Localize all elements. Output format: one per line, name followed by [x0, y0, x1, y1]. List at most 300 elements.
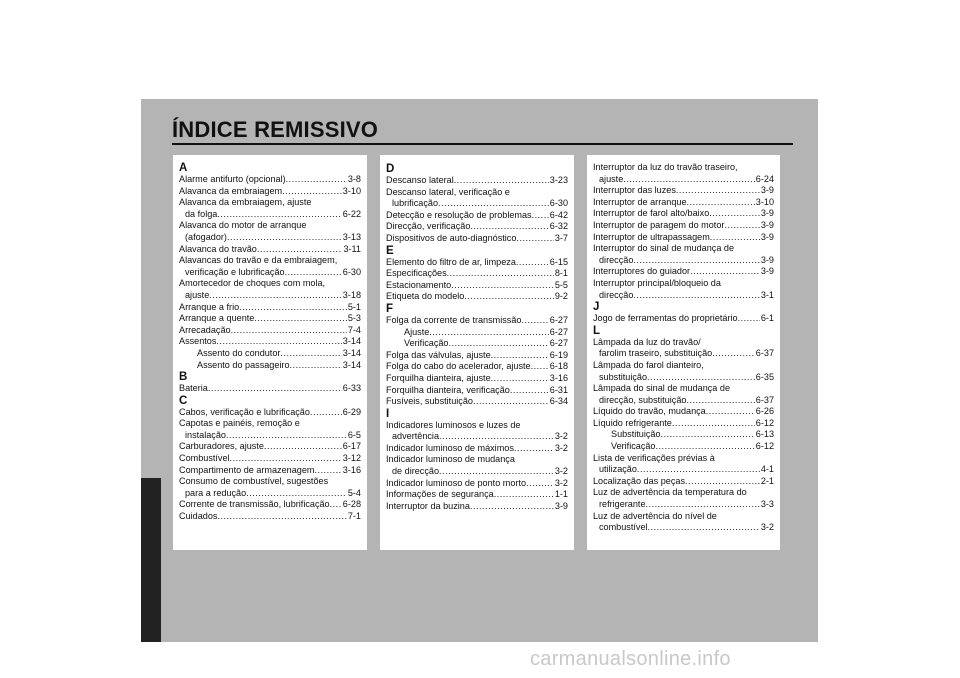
dot-leader	[473, 396, 549, 408]
index-page-number: 6-32	[549, 221, 568, 232]
dot-leader	[646, 499, 760, 511]
dot-leader	[687, 197, 755, 209]
index-entry	[179, 511, 361, 523]
index-page-number: 3-16	[549, 372, 568, 383]
index-entry-text: Indicador luminoso de mudança	[386, 454, 515, 465]
index-entry-text: Etiqueta do modelo	[386, 291, 465, 302]
index-entry-text: Forquilha dianteira, ajuste	[386, 372, 491, 383]
index-page-number: 7-1	[347, 511, 361, 522]
index-entry	[386, 175, 568, 187]
index-page-number: 6-12	[755, 417, 774, 428]
index-entry	[593, 232, 774, 244]
index-entry-text: Interruptor de farol alto/baixo	[593, 208, 710, 219]
index-entry	[386, 396, 568, 408]
index-page-number: 3-9	[760, 185, 774, 196]
dot-leader	[470, 221, 548, 233]
index-page-number: 3-14	[342, 336, 361, 347]
index-page-number: 6-13	[755, 429, 774, 440]
index-entry	[386, 291, 568, 303]
dot-leader	[227, 232, 342, 244]
watermark: carmanualsonline.info	[530, 648, 731, 670]
index-entry	[179, 430, 361, 442]
index-page-number: 3-10	[342, 185, 361, 196]
index-page-number: 6-34	[549, 396, 568, 407]
index-entry	[593, 418, 774, 430]
index-entry	[593, 487, 774, 499]
index-entry-text: de direcção	[392, 466, 440, 477]
index-entry-text: Carburadores, ajuste	[179, 441, 264, 452]
index-page-number: 3-12	[342, 453, 361, 464]
dot-leader	[633, 255, 759, 267]
index-page-number: 6-26	[755, 406, 774, 417]
index-entry-text: ajuste	[185, 289, 210, 300]
index-entry-text: Lâmpada do sinal de mudança de	[593, 383, 731, 394]
index-entry	[179, 197, 361, 209]
index-entry-text: Indicador luminoso de ponto morto	[386, 477, 527, 488]
index-entry	[593, 162, 774, 174]
dot-leader	[491, 373, 549, 385]
index-page-number: 6-22	[342, 208, 361, 219]
index-page-number: 3-3	[760, 499, 774, 510]
index-entry	[593, 220, 774, 232]
dot-leader	[494, 489, 554, 501]
index-page-number: 3-9	[760, 219, 774, 230]
index-letter-heading: F	[386, 302, 394, 315]
index-page-number: 3-14	[342, 347, 361, 358]
title-rule	[172, 143, 793, 145]
dot-leader	[314, 465, 341, 477]
index-entry-text: Interruptor de paragem do motor	[593, 219, 725, 230]
index-entry-text: verificação e lubrificação	[185, 266, 285, 277]
index-entry-text: Alarme antifurto (opcional)	[179, 174, 286, 184]
index-entry-text: Dispositivos de auto-diagnóstico	[386, 232, 517, 243]
dot-leader	[521, 315, 548, 327]
index-page-number: 6-28	[342, 499, 361, 510]
index-page-number: 6-31	[549, 384, 568, 395]
chapter-tab	[141, 478, 161, 642]
index-page-number: 3-9	[554, 500, 568, 511]
index-entry-text: Fusíveis, substituição	[386, 396, 473, 407]
index-page-number: 3-11	[343, 243, 361, 254]
index-entry	[593, 372, 774, 384]
index-entry-text: Substituição	[611, 429, 661, 440]
index-entry-text: lubrificação	[392, 198, 438, 209]
dot-leader	[217, 511, 346, 523]
index-page-number: 6-1	[760, 313, 774, 324]
index-page-number: 3-2	[554, 466, 568, 477]
dot-leader	[280, 348, 341, 360]
index-letter-heading: E	[386, 244, 394, 257]
index-page-number: 6-33	[342, 383, 361, 394]
index-entry	[386, 350, 568, 362]
index-entry	[386, 210, 568, 222]
index-entry-text: Alavanca do travão	[179, 243, 257, 254]
dot-leader	[637, 464, 760, 476]
index-letter-heading: C	[179, 394, 188, 407]
index-entry-text: (afogador)	[185, 231, 227, 242]
index-page-number: 6-17	[342, 441, 361, 452]
index-entry-text: Direcção, verificação	[386, 221, 471, 232]
index-entry	[593, 406, 774, 418]
index-entry-text: direcção	[599, 289, 634, 300]
index-page-number: 3-16	[342, 464, 361, 475]
dot-leader	[724, 220, 759, 232]
index-entry-text: Elemento do filtro de ar, limpeza	[386, 256, 516, 267]
dot-leader	[439, 431, 554, 443]
index-entry-text: Folga da corrente de transmissão	[386, 314, 522, 325]
index-page-number: 7-4	[347, 324, 361, 335]
index-page-number: 5-4	[347, 487, 361, 498]
index-entry-text: Luz de advertência do nível de	[593, 510, 717, 521]
index-entry	[593, 395, 774, 407]
index-entry-text: Lâmpada do farol dianteiro,	[593, 359, 704, 370]
index-page-number: 5-5	[554, 279, 568, 290]
index-entry	[593, 243, 774, 255]
index-entry	[179, 453, 361, 465]
dot-leader	[257, 244, 343, 256]
index-entry-text: Folga do cabo do acelerador, ajuste	[386, 361, 531, 372]
dot-leader	[647, 372, 755, 384]
index-entry-text: refrigerante	[599, 499, 646, 510]
index-page-number: 6-15	[549, 256, 568, 267]
index-entry-text: Bateria	[179, 383, 208, 394]
dot-leader	[448, 338, 548, 350]
index-entry	[593, 441, 774, 453]
index-page-number: 3-9	[760, 231, 774, 242]
index-page-number: 6-18	[549, 361, 568, 372]
index-page-number: 3-10	[755, 196, 774, 207]
index-entry-text: Consumo de combustível, sugestões	[179, 476, 329, 487]
index-letter-heading: L	[593, 324, 601, 337]
index-entry-text: Lista de verificações prévias à	[593, 452, 715, 463]
dot-leader	[330, 499, 342, 511]
dot-leader	[216, 336, 341, 348]
dot-leader	[648, 522, 760, 534]
dot-leader	[447, 268, 554, 280]
index-page-number: 3-9	[760, 208, 774, 219]
index-page-number: 6-5	[347, 429, 361, 440]
dot-leader	[429, 327, 549, 339]
index-entry	[593, 429, 774, 441]
index-page-number: 3-13	[342, 231, 361, 242]
index-page-number: 3-2	[760, 522, 774, 533]
dot-leader	[655, 441, 754, 453]
index-page-number: 8-1	[554, 268, 568, 279]
dot-leader	[491, 350, 549, 362]
dot-leader	[254, 313, 347, 325]
index-page-number: 3-2	[554, 431, 568, 442]
index-entry	[593, 499, 774, 511]
index-page-number: 1-1	[554, 489, 568, 500]
index-entry	[593, 185, 774, 197]
index-entry	[179, 290, 361, 302]
index-entry	[386, 315, 568, 327]
index-entry-text: Especificações	[386, 268, 447, 279]
index-entry	[179, 220, 361, 232]
dot-leader	[290, 360, 342, 372]
index-letter-heading: D	[386, 163, 395, 175]
dot-leader	[712, 348, 755, 360]
index-page-number: 2-1	[760, 475, 774, 486]
index-page-number: 4-1	[760, 464, 774, 475]
dot-leader	[438, 198, 549, 210]
dot-leader	[226, 430, 347, 442]
index-letter-heading: J	[593, 301, 600, 314]
index-entry-text: da folga	[185, 208, 218, 219]
index-entry-text: instalação	[185, 429, 226, 440]
index-entry-text: Ajuste	[404, 326, 430, 337]
dot-leader	[264, 441, 342, 453]
index-entry	[593, 464, 774, 476]
dot-leader	[706, 406, 755, 418]
index-page-number: 6-35	[755, 371, 774, 382]
index-entry-text: Alavanca do motor de arranque	[179, 220, 307, 231]
index-entry-text: Interruptor principal/bloqueio da	[593, 277, 721, 288]
index-page-number: 6-30	[549, 198, 568, 209]
index-column-1	[173, 155, 367, 550]
index-entry	[386, 478, 568, 490]
dot-leader	[709, 208, 760, 220]
dot-leader	[738, 313, 760, 325]
index-entry	[593, 522, 774, 534]
index-entry	[386, 187, 568, 199]
dot-leader	[633, 290, 759, 302]
dot-leader	[454, 175, 549, 187]
index-entry	[179, 441, 361, 453]
index-page-number: 6-37	[755, 348, 774, 359]
index-entry	[593, 383, 774, 395]
index-entry-text: Amortecedor de choques com mola,	[179, 278, 326, 289]
dot-leader	[286, 174, 347, 186]
index-entry	[179, 360, 361, 372]
index-entry	[179, 476, 361, 488]
index-entry	[386, 443, 568, 455]
index-entry	[179, 267, 361, 279]
dot-leader	[451, 280, 554, 292]
dot-leader	[690, 266, 760, 278]
index-column-2	[380, 155, 574, 550]
index-page-number: 3-14	[342, 359, 361, 370]
index-entry-text: Luz de advertência da temperatura do	[593, 487, 747, 498]
index-entry-text: para a redução	[185, 487, 247, 498]
dot-leader	[661, 429, 755, 441]
index-entry	[593, 337, 774, 349]
dot-leader	[672, 418, 755, 430]
index-page-number: 6-27	[549, 314, 568, 325]
index-entry-text: Arranque a frio	[179, 301, 240, 312]
dot-leader	[310, 407, 342, 419]
dot-leader	[246, 488, 347, 500]
dot-leader	[282, 186, 342, 198]
index-entry-text: Capotas e painéis, remoção e	[179, 418, 300, 429]
index-entry-text: Localização das peças	[593, 475, 686, 486]
index-entry-text: Informações de segurança	[386, 489, 494, 500]
index-page-number: 3-1	[760, 289, 774, 300]
index-entry	[179, 244, 361, 256]
index-entry-text: Alavanca da embraiagem	[179, 185, 283, 196]
index-entry	[593, 174, 774, 186]
index-page-number: 6-24	[755, 173, 774, 184]
index-entry	[593, 255, 774, 267]
index-entry	[179, 302, 361, 314]
index-entry-text: Detecção e resolução de problemas	[386, 209, 532, 220]
index-entry-text: Descanso lateral, verificação e	[386, 186, 510, 197]
index-page-number: 3-2	[554, 442, 568, 453]
dot-leader	[217, 209, 341, 221]
index-entry	[386, 501, 568, 513]
index-entry-text: Interruptor de arranque	[593, 196, 687, 207]
index-entry	[179, 418, 361, 430]
index-entry-text: Folga das válvulas, ajuste	[386, 349, 491, 360]
dot-leader	[208, 383, 342, 395]
index-page-number: 6-12	[755, 441, 774, 452]
index-entry	[386, 198, 568, 210]
index-entry	[179, 325, 361, 337]
dot-leader	[685, 476, 760, 488]
index-entry-text: Indicadores luminosos e luzes de	[386, 419, 521, 430]
index-entry-text: Arranque a quente	[179, 313, 255, 324]
index-entry-text: Assento do condutor	[197, 347, 281, 358]
dot-leader	[231, 325, 347, 337]
index-entry-text: advertência	[392, 431, 440, 442]
dot-leader	[710, 232, 760, 244]
index-entry-text: Compartimento de armazenagem	[179, 464, 315, 475]
index-entry	[179, 488, 361, 500]
index-entry-text: direcção, substituição	[599, 394, 687, 405]
index-entry-text: Interruptor do sinal de mudança de	[593, 243, 735, 254]
dot-leader	[470, 501, 554, 513]
index-letter-heading: B	[179, 371, 188, 384]
dot-leader	[285, 267, 342, 279]
index-entry	[179, 336, 361, 348]
index-entry-text: substituição	[599, 371, 648, 382]
index-entry	[593, 476, 774, 488]
index-entry	[593, 360, 774, 372]
index-entry-text: Cuidados	[179, 511, 218, 522]
dot-leader	[439, 466, 554, 478]
dot-leader	[531, 361, 549, 373]
index-entry	[386, 420, 568, 432]
index-entry	[386, 361, 568, 373]
dot-leader	[686, 395, 754, 407]
index-entry	[386, 338, 568, 350]
index-entry	[386, 233, 568, 245]
dot-leader	[209, 290, 342, 302]
index-page-number: 6-27	[549, 338, 568, 349]
index-entry	[179, 313, 361, 325]
index-entry-text: direcção	[599, 254, 634, 265]
index-entry	[386, 466, 568, 478]
index-page-number: 3-7	[554, 232, 568, 243]
index-entry	[593, 266, 774, 278]
index-entry	[386, 385, 568, 397]
index-page-number: 3-2	[554, 477, 568, 488]
index-entry	[386, 454, 568, 466]
index-entry	[593, 197, 774, 209]
index-page-number: 5-3	[347, 313, 361, 324]
index-entry-text: Alavancas do travão e da embraiagem,	[179, 255, 338, 266]
index-entry	[386, 327, 568, 339]
index-entry	[179, 407, 361, 419]
index-entry-text: Interruptor das luzes	[593, 185, 676, 196]
index-page-number: 6-30	[342, 266, 361, 277]
index-page-number: 6-29	[342, 406, 361, 417]
index-page-number: 9-2	[554, 291, 568, 302]
index-entry	[593, 290, 774, 302]
index-entry-text: Interruptor da buzina	[386, 500, 470, 511]
dot-leader	[464, 291, 553, 303]
index-entry	[593, 208, 774, 220]
index-entry	[179, 465, 361, 477]
index-entry-text: utilização	[599, 464, 637, 475]
index-entry	[386, 257, 568, 269]
dot-leader	[623, 174, 755, 186]
dot-leader	[516, 257, 549, 269]
index-entry	[179, 174, 361, 186]
index-entry	[593, 313, 774, 325]
index-entry	[386, 221, 568, 233]
index-entry-text: farolim traseiro, substituição	[599, 348, 713, 359]
index-entry-text: combustível	[599, 522, 648, 533]
dot-leader	[526, 478, 554, 490]
index-page-number: 3-18	[342, 289, 361, 300]
index-entry-text: Descanso lateral	[386, 175, 454, 185]
index-entry-text: Indicador luminoso de máximos	[386, 442, 514, 453]
dot-leader	[230, 453, 342, 465]
index-entry-text: Assento do passageiro	[197, 359, 290, 370]
index-page-number: 6-27	[549, 326, 568, 337]
index-entry	[179, 232, 361, 244]
index-entry-text: Assentos	[179, 336, 217, 347]
index-page-number: 3-8	[347, 174, 361, 184]
index-entry	[593, 278, 774, 290]
index-page-number: 6-19	[549, 349, 568, 360]
index-entry-text: Verificação	[611, 441, 656, 452]
index-entry-text: Verificação	[404, 338, 449, 349]
index-entry-text: Interruptores do guiador	[593, 266, 691, 277]
index-entry	[179, 278, 361, 290]
index-entry-text: Jogo de ferramentas do proprietário	[593, 313, 738, 324]
index-entry-text: Alavanca da embraiagem, ajuste	[179, 197, 312, 208]
index-letter-heading: A	[179, 162, 188, 174]
dot-leader	[516, 233, 553, 245]
index-entry	[593, 453, 774, 465]
index-page-number: 6-42	[549, 209, 568, 220]
index-entry-text: Estacionamento	[386, 279, 452, 290]
index-entry	[386, 373, 568, 385]
index-entry-text: Lâmpada da luz do travão/	[593, 336, 701, 347]
index-entry	[179, 383, 361, 395]
index-entry	[179, 255, 361, 267]
index-entry	[593, 511, 774, 523]
index-page-number: 3-9	[760, 266, 774, 277]
dot-leader	[239, 302, 347, 314]
index-entry-text: Forquilha dianteira, verificação	[386, 384, 510, 395]
index-entry-text: Arrecadação	[179, 324, 231, 335]
index-entry	[386, 280, 568, 292]
index-entry	[386, 489, 568, 501]
index-entry-text: Corrente de transmissão, lubrificação	[179, 499, 330, 510]
index-entry-text: Cabos, verificação e lubrificação	[179, 406, 310, 417]
index-entry-text: Interruptor de ultrapassagem	[593, 231, 710, 242]
index-entry-text: Interruptor da luz do travão traseiro,	[593, 162, 738, 172]
index-entry-text: ajuste	[599, 173, 624, 184]
index-column-3	[587, 155, 780, 550]
index-entry	[179, 209, 361, 221]
index-letter-heading: I	[386, 407, 390, 420]
index-page-number: 5-1	[347, 301, 361, 312]
index-entry-text: Combustível	[179, 453, 230, 464]
